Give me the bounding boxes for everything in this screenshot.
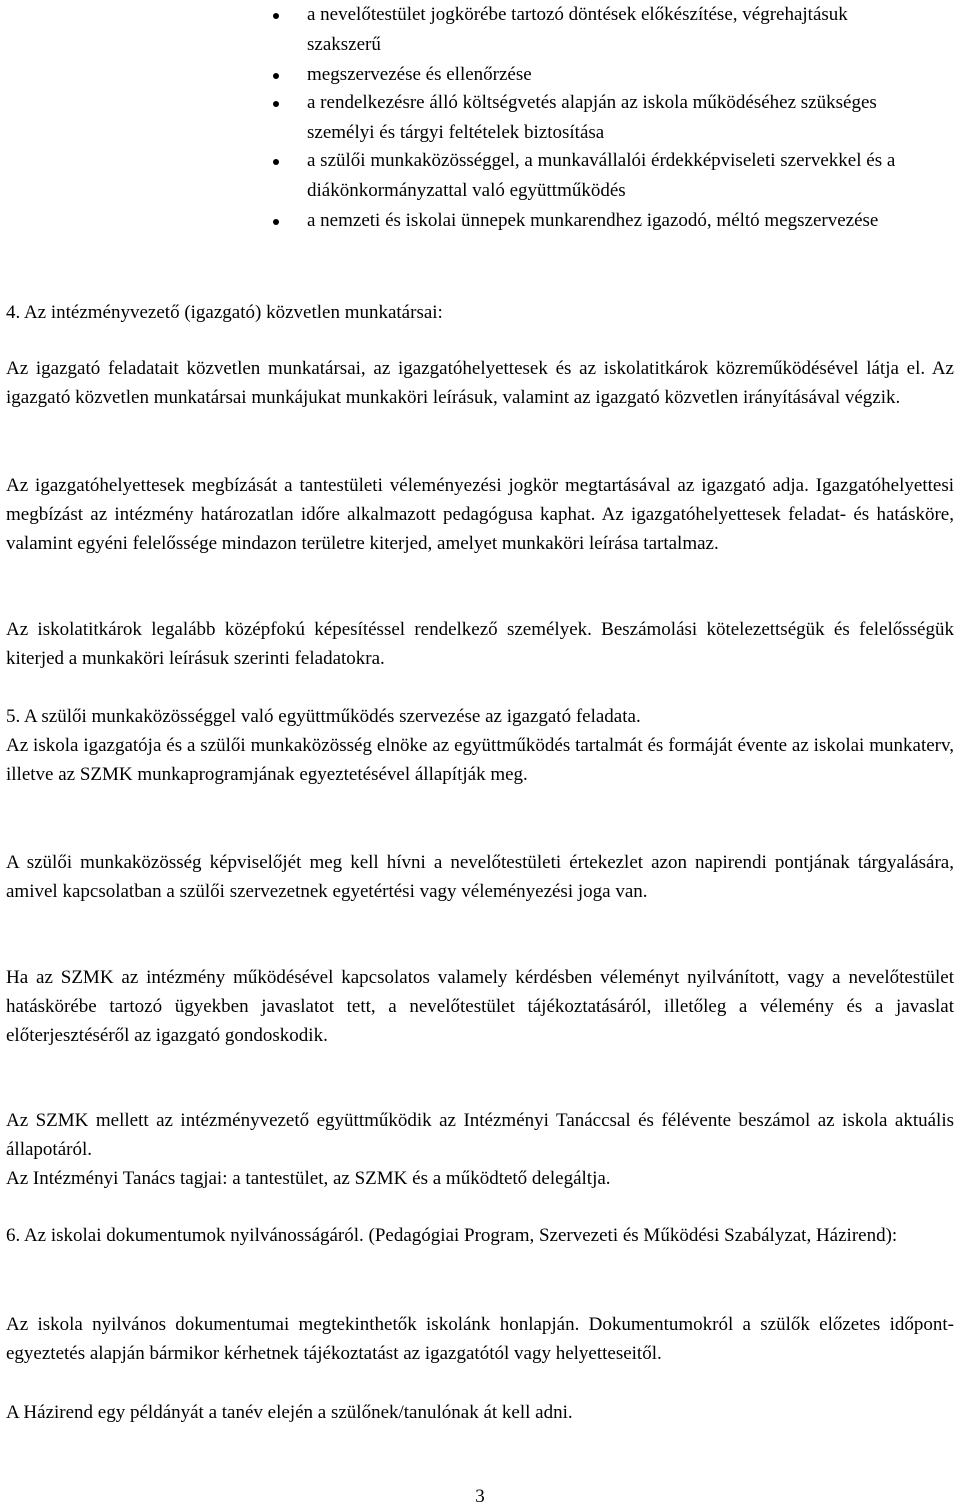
list-item bbox=[0, 60, 960, 90]
section-5-heading: 5. A szülői munkaközösséggel való együttműködés szervezése az igazgató feladata. bbox=[6, 706, 641, 727]
bullet-icon bbox=[273, 73, 279, 79]
section-5-paragraph-1: Az iskola igazgatója és a szülői munkaközösség elnöke az együttműködés tartalmát és formáját évente az iskolai munkaterv, illetve az SZMK munkaprogramjának egyeztetésével állapítják meg. bbox=[6, 735, 954, 785]
bullet-icon bbox=[273, 219, 279, 225]
bullet-icon bbox=[273, 101, 279, 107]
section-5-paragraph-5: Az Intézményi Tanács tagjai: a tantestület, az SZMK és a működtető delegáltja. bbox=[6, 1168, 611, 1189]
list-item-text: a szülői munkaközösséggel, a munkavállalói érdekképviseleti szervekkel és a diákönkormányzattal való együttműködés bbox=[307, 150, 896, 201]
section-6-paragraph-2: A Házirend egy példányát a tanév elején a szülőnek/tanulónak át kell adni. bbox=[6, 1402, 573, 1423]
section-5-paragraph-3: Ha az SZMK az intézmény működésével kapcsolatos valamely kérdésben véleményt nyilvánított, vagy a nevelőtestület hatáskörébe tartozó ügyekben javaslatot tett, a nevelőtestület tájékoztatásáról, illetőleg a vélemény és a javaslat előterjesztéséről az igazgató gondoskodik. bbox=[6, 967, 954, 1046]
bullet-icon bbox=[273, 159, 279, 165]
list-item bbox=[0, 206, 960, 236]
list-item-text: a nevelőtestület jogkörébe tartozó döntések előkészítése, végrehajtásuk szakszerű bbox=[307, 4, 848, 55]
section-6-heading: 6. Az iskolai dokumentumok nyilvánosságáról. (Pedagógiai Program, Szervezeti és Működési Szabályzat, Házirend): bbox=[6, 1225, 898, 1246]
section-6-paragraph-1: Az iskola nyilvános dokumentumai megtekinthetők iskolánk honlapján. Dokumentumokról a szülők előzetes időpont-egyeztetés alapján bármikor kérhetnek tájékoztatást az igazgatótól vagy helyetteseitől. bbox=[6, 1314, 954, 1364]
list-item bbox=[0, 146, 960, 206]
list-item bbox=[0, 0, 960, 60]
section-4-paragraph-3: Az iskolatitkárok legalább középfokú képesítéssel rendelkező személyek. Beszámolási kötelezettségük és felelősségük kiterjed a munkaköri leírásuk szerinti feladatokra. bbox=[6, 619, 954, 669]
list-item-text: megszervezése és ellenőrzése bbox=[307, 64, 532, 85]
section-4-paragraph-1: Az igazgató feladatait közvetlen munkatársai, az igazgatóhelyettesek és az iskolatitkárok közreműködésével látja el. Az igazgató közvetlen munkatársai munkájukat munkaköri leírásuk, valamint az igazgató közvetlen irányításával végzik. bbox=[6, 358, 954, 408]
list-item-text: a nemzeti és iskolai ünnepek munkarendhez igazodó, méltó megszervezése bbox=[307, 210, 879, 231]
section-4-paragraph-2: Az igazgatóhelyettesek megbízását a tantestületi véleményezési jogkör megtartásával az igazgató adja. Igazgatóhelyettesi megbízást az intézmény határozatlan időre alkalmazott pedagógusa kaphat. Az igazgatóhelyettesek feladat- és hatásköre, valamint egyéni felelőssége mindazon területre kiterjed, amelyet munkaköri leírása tartalmaz. bbox=[6, 475, 954, 554]
section-5-paragraph-2: A szülői munkaközösség képviselőjét meg kell hívni a nevelőtestületi értekezlet azon napirendi pontjának tárgyalására, amivel kapcsolatban a szülői szervezetnek egyetértési vagy véleményezési joga van. bbox=[6, 852, 954, 902]
section-5-paragraph-4: Az SZMK mellett az intézményvezető együttműködik az Intézményi Tanáccsal és félévente beszámol az iskola aktuális állapotáról. bbox=[6, 1110, 954, 1160]
section-4-heading: 4. Az intézményvezető (igazgató) közvetlen munkatársai: bbox=[6, 302, 443, 323]
page-number: 3 bbox=[475, 1486, 485, 1507]
list-item-text: a rendelkezésre álló költségvetés alapján az iskola működéséhez szükséges személyi és tárgyi feltételek biztosítása bbox=[307, 92, 877, 143]
bullet-icon bbox=[273, 13, 279, 19]
list-item bbox=[0, 88, 960, 148]
